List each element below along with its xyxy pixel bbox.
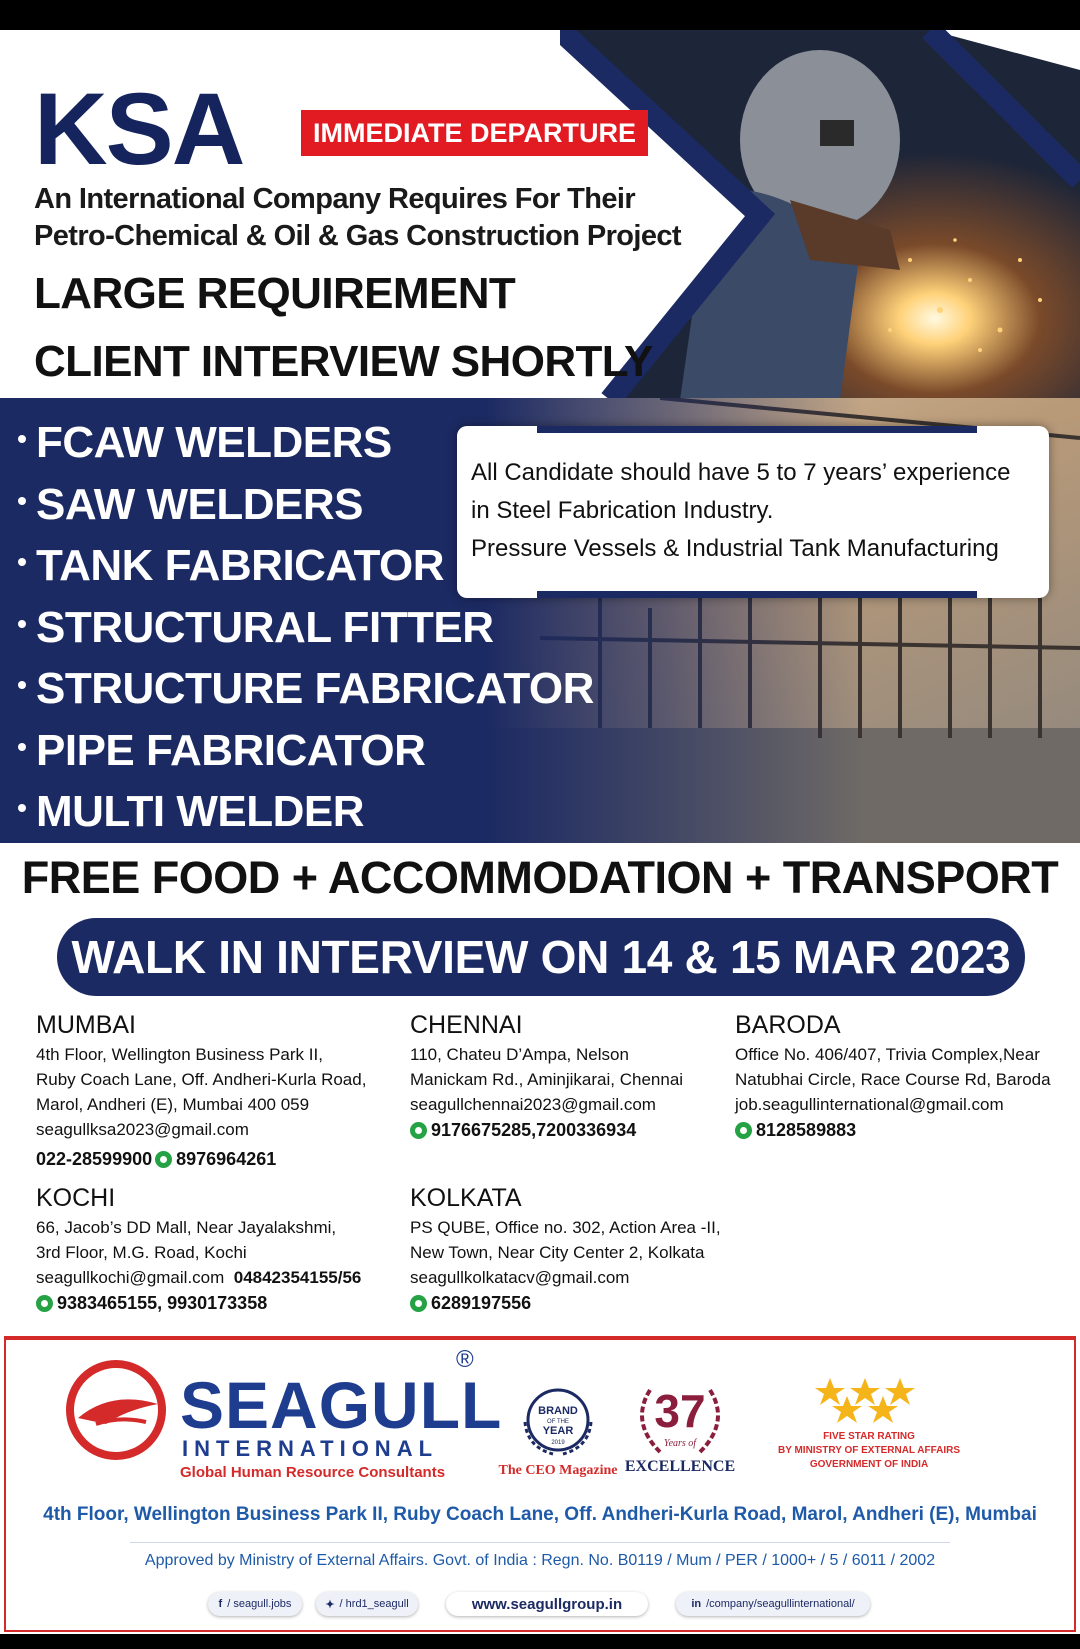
- head-office-address: 4th Floor, Wellington Business Park II, Ruby Coach Lane, Off. Andheri-Kurla Road, Marol, Andheri (E), Mumbai: [43, 1504, 1037, 1525]
- office-chennai: [410, 1008, 730, 1144]
- top-black-bar: [0, 0, 1080, 30]
- excellence-emblem: [620, 1382, 740, 1458]
- twitter-link[interactable]: [316, 1592, 418, 1616]
- immediate-departure-badge: IMMEDIATE DEPARTURE: [301, 110, 648, 156]
- office-city: BARODA: [735, 1011, 841, 1039]
- facebook-link[interactable]: [208, 1592, 302, 1616]
- address-line: Marol, Andheri (E), Mumbai 400 059: [36, 1095, 310, 1114]
- landline-number[interactable]: 022-28599900: [36, 1149, 153, 1169]
- job-title: PIPE FABRICATOR: [36, 725, 426, 775]
- address-line: 3rd Floor, M.G. Road, Kochi: [36, 1243, 247, 1262]
- address-line: 110, Chateu D’Ampa, Nelson: [410, 1045, 629, 1064]
- office-email[interactable]: seagullkolkatacv@gmail.com: [410, 1268, 630, 1287]
- years-number: 37: [654, 1385, 706, 1437]
- award-year: 2019: [551, 1440, 565, 1446]
- award-text: YEAR: [542, 1425, 574, 1437]
- office-kochi: [36, 1181, 406, 1317]
- whatsapp-icon: [410, 1295, 427, 1312]
- office-phones: [410, 1117, 730, 1144]
- office-phones: [36, 1290, 406, 1317]
- bullet-icon: [18, 620, 26, 628]
- bullet-icon: [18, 804, 26, 812]
- experience-info-box: [457, 426, 1049, 598]
- info-line: Pressure Vessels & Industrial Tank Manufacturing: [471, 535, 999, 562]
- website-link[interactable]: www.seagullgroup.in: [446, 1592, 648, 1616]
- bullet-icon: [18, 743, 26, 751]
- five-star-rating: [764, 1430, 974, 1472]
- office-kolkata: [410, 1181, 750, 1317]
- company-name: SEAGULL: [180, 1368, 503, 1442]
- award-text: OF THE: [547, 1419, 569, 1425]
- office-city: CHENNAI: [410, 1011, 523, 1039]
- address-line: 66, Jacob’s DD Mall, Near Jayalakshmi,: [36, 1218, 337, 1237]
- office-phones: [410, 1290, 750, 1317]
- office-mumbai: [36, 1008, 396, 1173]
- years-excellence-award: [620, 1382, 740, 1476]
- walk-in-banner: WALK IN INTERVIEW ON 14 & 15 MAR 2023: [57, 918, 1025, 996]
- info-line: All Candidate should have 5 to 7 years’ experience: [471, 459, 1011, 486]
- landline-number[interactable]: 04842354155/56: [233, 1268, 362, 1287]
- address-line: PS QUBE, Office no. 302, Action Area -II,: [410, 1218, 721, 1237]
- office-city: MUMBAI: [36, 1011, 136, 1039]
- brand-of-year-award: [498, 1382, 618, 1479]
- box-accent-bottom: [537, 591, 977, 598]
- company-subtitle: INTERNATIONAL: [182, 1436, 439, 1461]
- approval-text: Approved by Ministry of External Affairs. Govt. of India : Regn. No. B0119 / Mum / PER / 1000+ / 5 / 6011 / 2002: [144, 1552, 936, 1569]
- job-item: [18, 597, 594, 659]
- whatsapp-number[interactable]: 8128589883: [756, 1120, 857, 1140]
- bottom-black-bar: [0, 1634, 1080, 1649]
- award-source: The CEO Magazine: [498, 1463, 618, 1478]
- years-label: Years of: [663, 1438, 697, 1449]
- bullet-icon: [18, 558, 26, 566]
- requirement-heading: LARGE REQUIREMENT: [34, 269, 516, 318]
- job-item: [18, 658, 594, 720]
- address-line: 4th Floor, Wellington Business Park II,: [36, 1045, 323, 1064]
- twitter-handle: / hrd1_seagull: [339, 1598, 409, 1610]
- perks-heading: FREE FOOD + ACCOMMODATION + TRANSPORT: [21, 852, 1059, 903]
- registered-mark: ®: [456, 1346, 474, 1373]
- experience-text: [471, 454, 1010, 568]
- info-line: in Steel Fabrication Industry.: [471, 497, 774, 524]
- bullet-icon: [18, 681, 26, 689]
- footer-divider: [130, 1542, 950, 1543]
- facebook-icon: f: [218, 1598, 223, 1610]
- office-contact: [36, 1265, 406, 1290]
- job-title: TANK FABRICATOR: [36, 541, 445, 590]
- intro-line: Petro-Chemical & Oil & Gas Construction Project: [34, 220, 681, 252]
- rating-line: BY MINISTRY OF EXTERNAL AFFAIRS: [777, 1445, 961, 1456]
- intro-text: [34, 181, 681, 255]
- office-email[interactable]: seagullksa2023@gmail.com: [36, 1120, 249, 1139]
- job-item: [18, 720, 594, 782]
- whatsapp-number[interactable]: 9176675285,7200336934: [431, 1120, 637, 1140]
- address-line: New Town, Near City Center 2, Kolkata: [410, 1243, 705, 1262]
- job-title: STRUCTURAL FITTER: [36, 602, 494, 652]
- intro-line: An International Company Requires For Their: [34, 183, 635, 215]
- bullet-icon: [18, 435, 26, 443]
- office-baroda: [735, 1008, 1075, 1144]
- office-email[interactable]: seagullkochi@gmail.com: [36, 1268, 225, 1287]
- box-accent-top: [537, 426, 977, 433]
- facebook-handle: / seagull.jobs: [227, 1598, 292, 1610]
- job-title: SAW WELDERS: [36, 479, 363, 529]
- office-city: KOLKATA: [410, 1184, 522, 1212]
- rating-line: FIVE STAR RATING: [823, 1431, 915, 1442]
- whatsapp-icon: [36, 1295, 53, 1312]
- whatsapp-icon: [155, 1151, 172, 1168]
- address-line: Ruby Coach Lane, Off. Andheri-Kurla Road,: [36, 1070, 367, 1089]
- job-title: STRUCTURE FABRICATOR: [36, 664, 594, 713]
- excellence-label: EXCELLENCE: [624, 1458, 736, 1475]
- job-title: FCAW WELDERS: [36, 418, 392, 467]
- award-text: BRAND: [538, 1405, 578, 1417]
- office-phones: [735, 1117, 1075, 1144]
- twitter-icon: ✦: [325, 1598, 335, 1611]
- whatsapp-icon: [735, 1122, 752, 1139]
- whatsapp-number[interactable]: 6289197556: [431, 1293, 532, 1313]
- address-line: Manickam Rd., Aminjikarai, Chennai: [410, 1070, 684, 1089]
- address-line: Office No. 406/407, Trivia Complex,Near: [735, 1045, 1040, 1064]
- linkedin-handle: /company/seagullinternational/: [706, 1598, 855, 1610]
- linkedin-icon: in: [691, 1598, 702, 1610]
- job-item: [18, 781, 594, 843]
- five-star-icon: [812, 1376, 918, 1426]
- seagull-logo-icon: [66, 1360, 166, 1460]
- linkedin-link[interactable]: [676, 1592, 870, 1616]
- office-phones: [36, 1146, 396, 1173]
- whatsapp-number[interactable]: 8976964261: [176, 1149, 277, 1169]
- laurel-badge-icon: [513, 1382, 603, 1458]
- rating-line: GOVERNMENT OF INDIA: [809, 1459, 929, 1470]
- company-tagline: Global Human Resource Consultants: [180, 1464, 446, 1481]
- bullet-icon: [18, 497, 26, 505]
- address-line: Natubhai Circle, Race Course Rd, Baroda: [735, 1070, 1051, 1089]
- office-email[interactable]: seagullchennai2023@gmail.com: [410, 1095, 656, 1114]
- destination-title: KSA: [34, 72, 244, 186]
- interview-heading: CLIENT INTERVIEW SHORTLY: [34, 337, 653, 386]
- whatsapp-icon: [410, 1122, 427, 1139]
- job-title: MULTI WELDER: [36, 787, 365, 836]
- whatsapp-number[interactable]: 9383465155, 9930173358: [57, 1293, 268, 1313]
- office-city: KOCHI: [36, 1184, 116, 1212]
- office-email[interactable]: job.seagullinternational@gmail.com: [735, 1095, 1004, 1114]
